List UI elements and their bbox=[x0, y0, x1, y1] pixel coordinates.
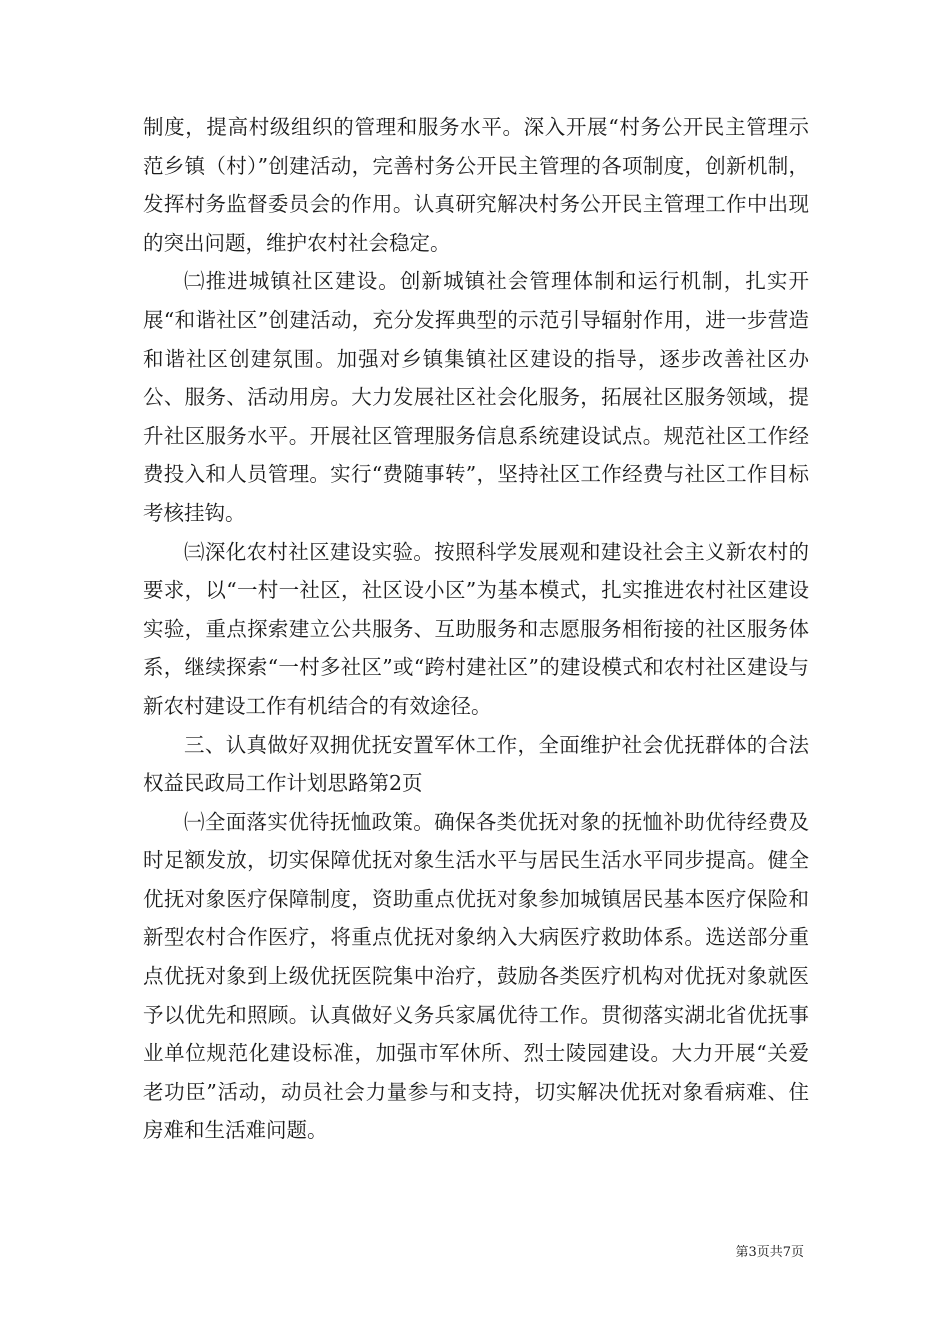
page-number: 第3页共7页 bbox=[735, 1245, 804, 1260]
paragraph-village-affairs: 制度，提高村级组织的管理和服务水平。深入开展“村务公开民主管理示范乡镇（村）”创建活动，完善村务公开民主管理的各项制度，创新机制，发挥村务监督委员会的作用。认真研究解决村务公开民主管理工作中出现的突出问题，维护农村社会稳定。 bbox=[143, 115, 809, 255]
paragraph-preferential-policy: ㈠全面落实优待抚恤政策。确保各类优抚对象的抚恤补助优待经费及时足额发放，切实保障优抚对象生活水平与居民生活水平同步提高。健全优抚对象医疗保障制度，资助重点优抚对象参加城镇居民基本医疗保险和新型农村合作医疗，将重点优抚对象纳入大病医疗救助体系。选送部分重点优抚对象到上级优抚医院集中治疗，鼓励各类医疗机构对优抚对象就医予以优先和照顾。认真做好义务兵家属优待工作。贯彻落实湖北省优抚事业单位规范化建设标准，加强市军休所、烈士陵园建设。大力开展“关爱老功臣”活动，动员社会力量参与和支持，切实解决优抚对象看病难、住房难和生活难问题。 bbox=[143, 809, 809, 1143]
paragraph-rural-community: ㈢深化农村社区建设实验。按照科学发展观和建设社会主义新农村的要求，以“一村一社区，社区设小区”为基本模式，扎实推进农村社区建设实验，重点探索建立公共服务、互助服务和志愿服务相衔接的社区服务体系，继续探索“一村多社区”或“跨村建社区”的建设模式和农村社区建设与新农村建设工作有机结合的有效途径。 bbox=[143, 539, 809, 718]
document-body bbox=[143, 108, 809, 1150]
section-heading-three: 三、认真做好双拥优抚安置军休工作，全面维护社会优抚群体的合法权益民政局工作计划思路第2页 bbox=[143, 732, 809, 796]
paragraph-urban-community: ㈡推进城镇社区建设。创新城镇社会管理体制和运行机制，扎实开展“和谐社区”创建活动，充分发挥典型的示范引导辐射作用，进一步营造和谐社区创建氛围。加强对乡镇集镇社区建设的指导，逐步改善社区办公、服务、活动用房。大力发展社区社会化服务，拓展社区服务领域，提升社区服务水平。开展社区管理服务信息系统建设试点。规范社区工作经费投入和人员管理。实行“费随事转”，坚持社区工作经费与社区工作目标考核挂钩。 bbox=[143, 269, 809, 525]
